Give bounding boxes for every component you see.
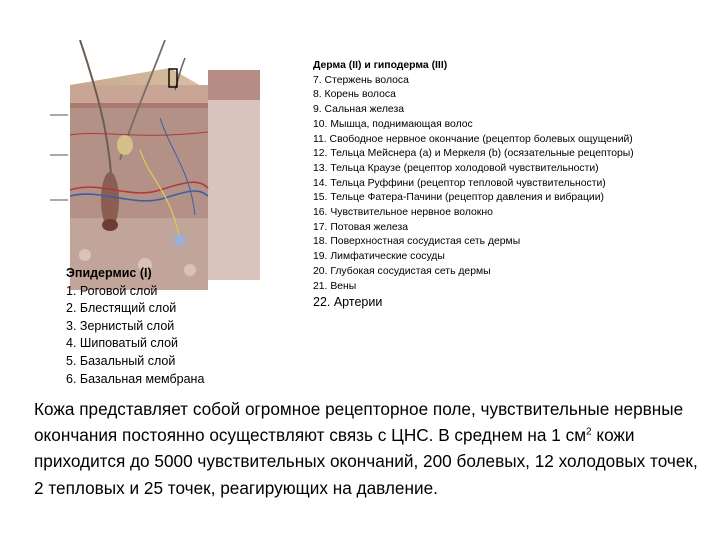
dermis-item: 9. Сальная железа: [313, 104, 404, 116]
dermis-item: 14. Тельца Руффини (рецептор тепловой чувствительности): [313, 177, 606, 189]
epidermis-heading: Эпидермис (I): [66, 266, 152, 280]
epidermis-item: 6. Базальная мембрана: [66, 371, 205, 386]
dermis-item: 21. Вены: [313, 280, 357, 292]
dermis-item: 10. Мышца, поднимающая волос: [313, 118, 473, 130]
dermis-layer: [70, 108, 208, 218]
epidermis-legend: [66, 265, 204, 388]
dermis-item: 12. Тельца Мейснера (а) и Меркеля (b) (осязательные рецепторы): [313, 148, 634, 160]
dermis-item: 17. Потовая железа: [313, 221, 409, 233]
skin-cross-section-illustration: [40, 40, 270, 290]
epidermis-item: 1. Роговой слой: [66, 283, 158, 298]
dermis-item: 7. Стержень волоса: [313, 74, 409, 86]
sweat-gland: [174, 234, 186, 246]
dermis-heading: Дерма (II) и гиподерма (III): [313, 60, 448, 71]
dermis-legend: [313, 59, 634, 311]
dermis-item: 8. Корень волоса: [313, 89, 396, 101]
body-paragraph: [34, 396, 699, 501]
body-text-part2: кожи приходится до 5000 чувствительных окончаний, 200 болевых, 12 холодовых точек, 2 тепловых и 25 точек, реагирующих на давление.: [34, 425, 698, 498]
dermis-item: 18. Поверхностная сосудистая сеть дермы: [313, 236, 521, 248]
sebaceous-gland: [117, 135, 133, 155]
body-superscript: 2: [586, 426, 592, 438]
dermis-item: 15. Тельце Фатера-Пачини (рецептор давления и вибрации): [313, 192, 604, 204]
body-text-part1: Кожа представляет собой огромное рецепторное поле, чувствительные нервные окончания постоянно осуществляют связь с ЦНС. В среднем на 1 см: [34, 399, 684, 446]
dermis-item: 16. Чувствительное нервное волокно: [313, 207, 493, 219]
dermis-item-last: 22. Артерии: [313, 295, 383, 310]
magnified-inset: [208, 70, 260, 280]
dermis-item: 20. Глубокая сосудистая сеть дермы: [313, 265, 491, 277]
epidermis-item: 5. Базальный слой: [66, 353, 176, 368]
dermis-item: 19. Лимфатические сосуды: [313, 251, 445, 263]
epidermis-item: 3. Зернистый слой: [66, 318, 175, 333]
dermis-item: 13. Тельца Краузе (рецептор холодовой чувствительности): [313, 162, 599, 174]
epidermis-item: 2. Блестящий слой: [66, 301, 177, 316]
dermis-item: 11. Свободное нервное окончание (рецептор болевых ощущений): [313, 133, 633, 145]
epidermis-item: 4. Шиповатый слой: [66, 336, 179, 351]
